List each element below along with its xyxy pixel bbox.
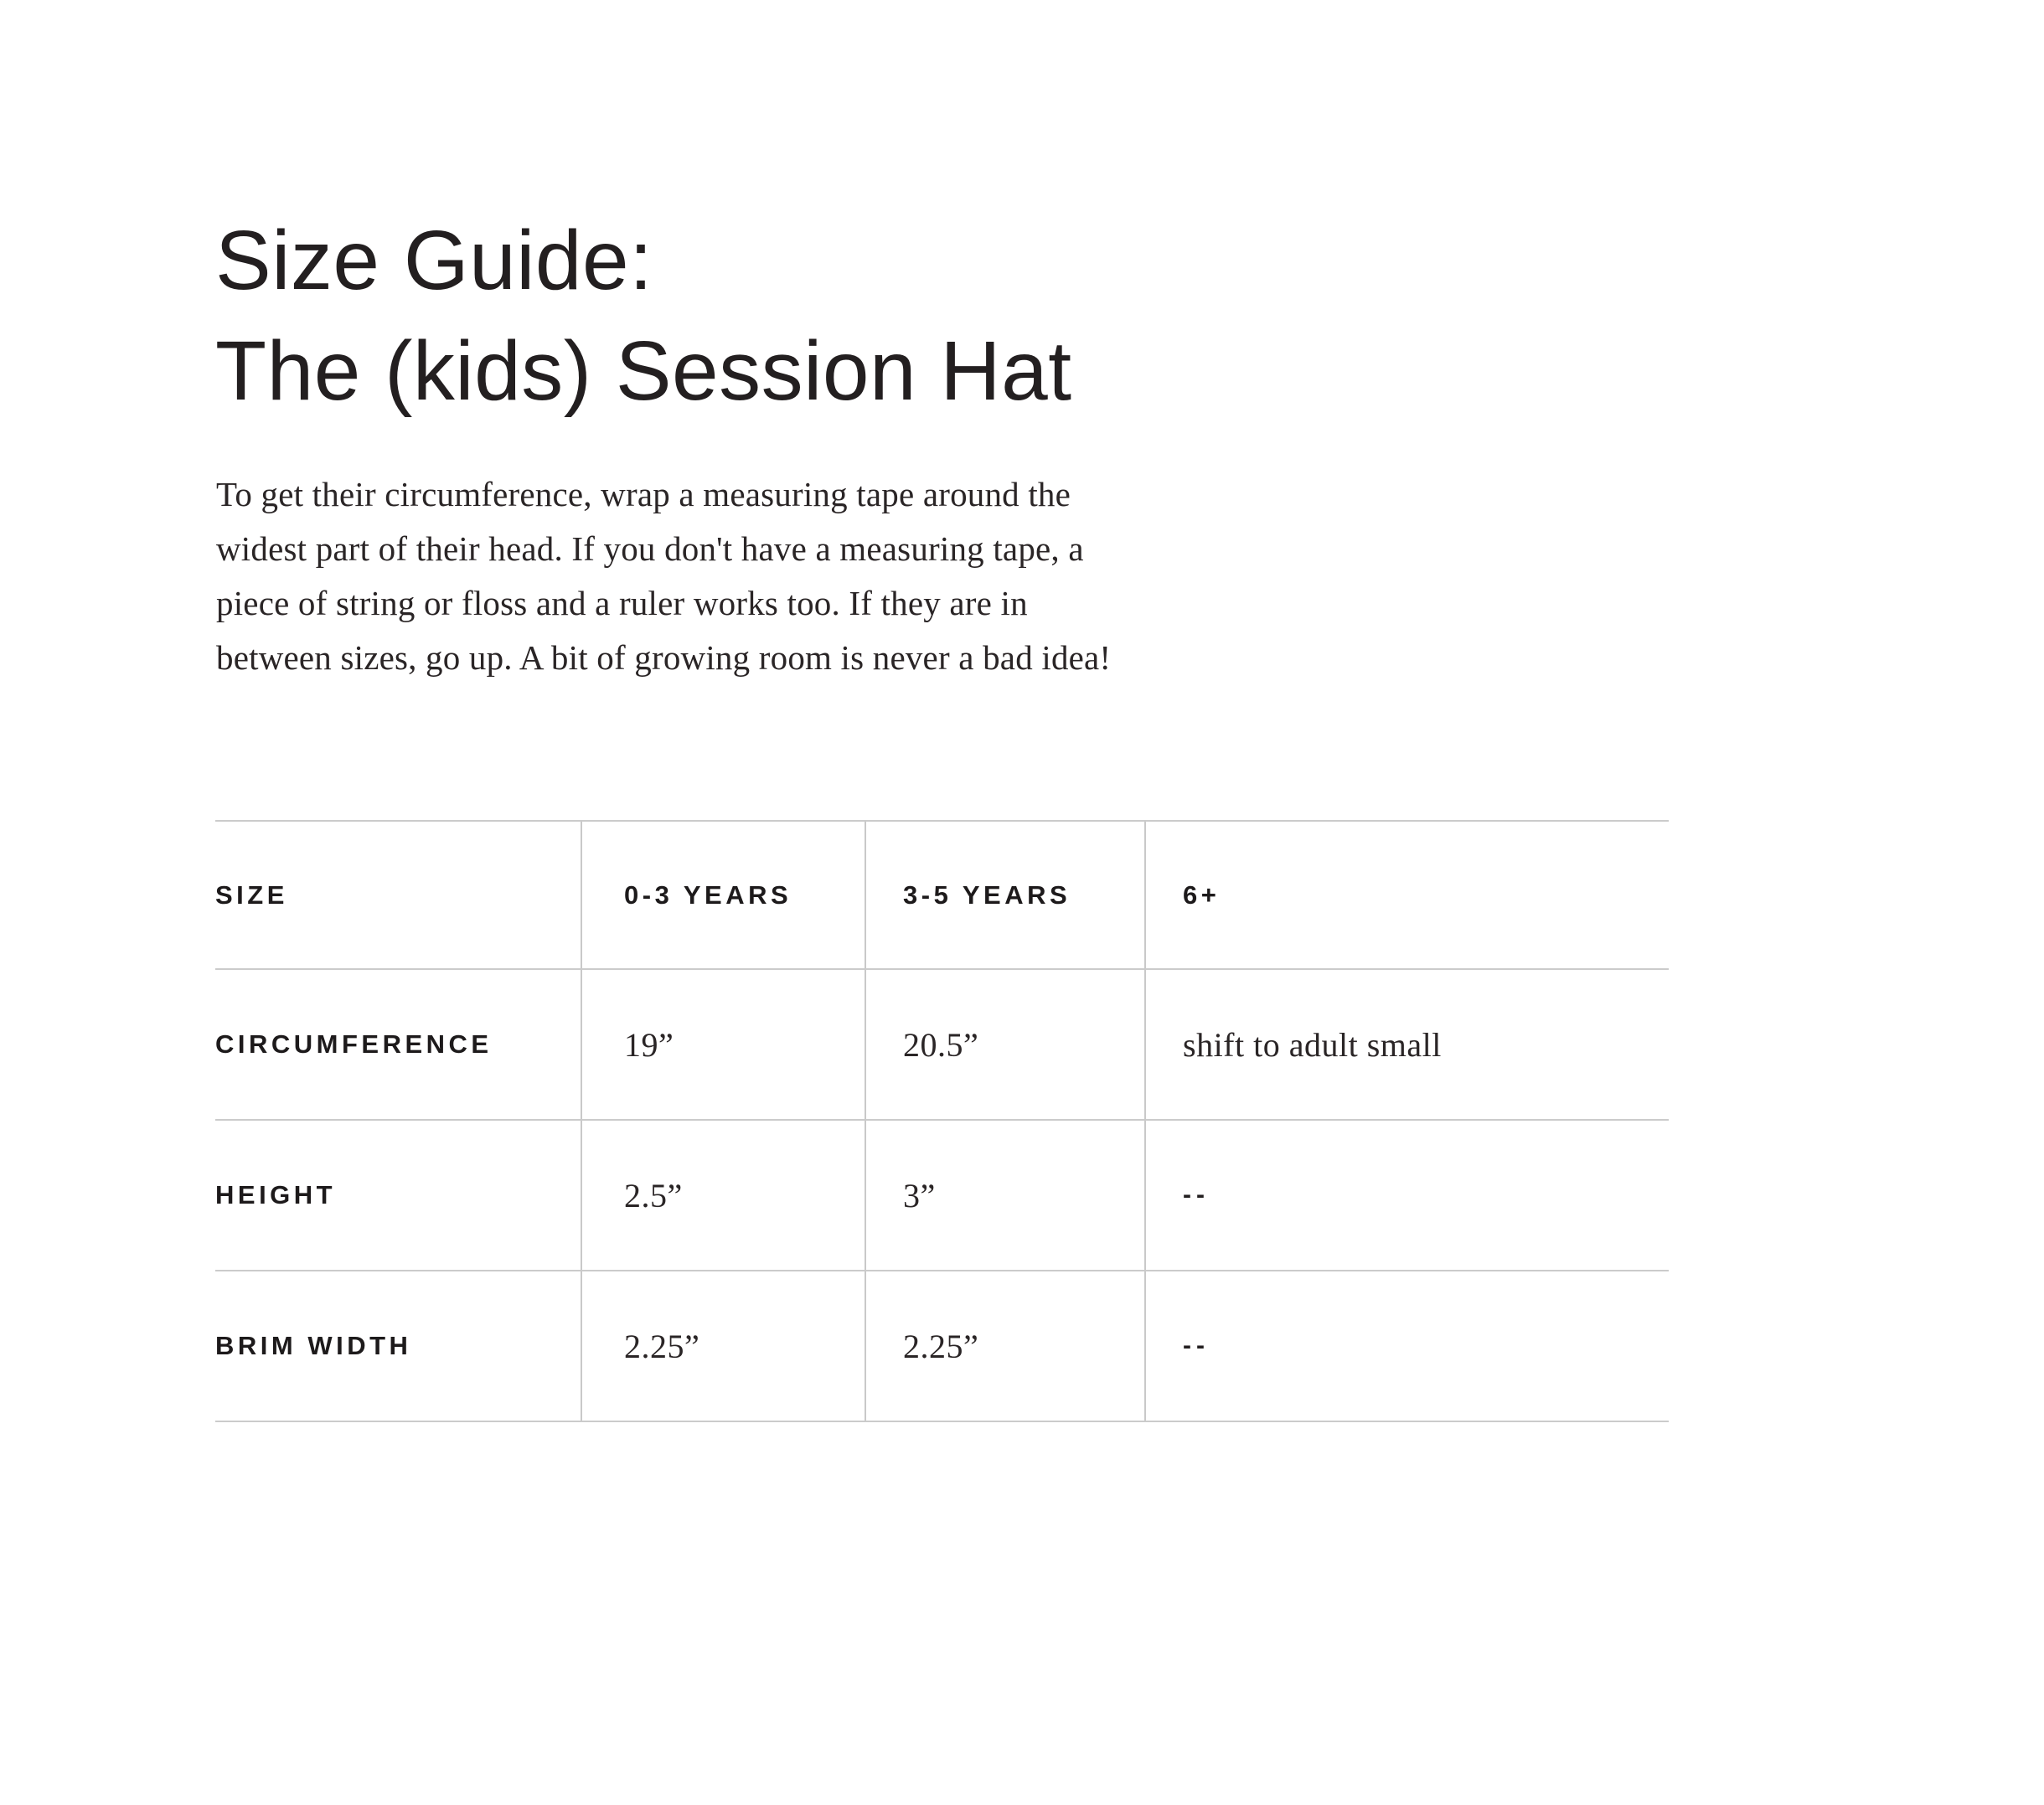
- header-label-3-5-years: 3-5 YEARS: [903, 879, 1071, 910]
- row-label-cell-circumference: [215, 970, 581, 1121]
- value-circumference-0-3: 19”: [624, 1025, 674, 1064]
- cell-brim-width-0-3: [581, 1271, 865, 1422]
- row-label-brim-width: BRIM WIDTH: [215, 1331, 412, 1360]
- cell-height-3-5: [865, 1121, 1144, 1271]
- size-table: [215, 820, 1669, 1422]
- cell-brim-width-6-plus: [1144, 1271, 1669, 1422]
- cell-brim-width-3-5: [865, 1271, 1144, 1422]
- row-label-cell-height: [215, 1121, 581, 1271]
- row-label-circumference: CIRCUMFERENCE: [215, 1029, 493, 1059]
- cell-circumference-0-3: [581, 970, 865, 1121]
- value-circumference-3-5: 20.5”: [903, 1025, 979, 1064]
- page-title: [215, 205, 1071, 426]
- intro-line: widest part of their head. If you don't have a measuring tape, a: [216, 529, 1084, 568]
- header-cell-size: [215, 822, 581, 970]
- cell-height-0-3: [581, 1121, 865, 1271]
- intro-paragraph: [216, 467, 1111, 685]
- value-brim-width-0-3: 2.25”: [624, 1327, 700, 1365]
- value-brim-width-3-5: 2.25”: [903, 1327, 979, 1365]
- header-cell-3-5-years: [865, 822, 1144, 970]
- intro-line: To get their circumference, wrap a measuring tape around the: [216, 475, 1071, 513]
- cell-circumference-6-plus: [1144, 970, 1669, 1121]
- header-label-0-3-years: 0-3 YEARS: [624, 879, 792, 910]
- header-cell-0-3-years: [581, 822, 865, 970]
- cell-circumference-3-5: [865, 970, 1144, 1121]
- intro-line: piece of string or floss and a ruler works too. If they are in: [216, 584, 1028, 622]
- page-title-line-2: The (kids) Session Hat: [215, 324, 1072, 418]
- header-cell-6-plus: [1144, 822, 1669, 970]
- value-circumference-6-plus: shift to adult small: [1183, 1025, 1442, 1064]
- header-label-6-plus: 6+: [1183, 879, 1221, 910]
- value-height-3-5: 3”: [903, 1176, 936, 1215]
- value-brim-width-6-plus: --: [1183, 1332, 1210, 1359]
- value-height-0-3: 2.5”: [624, 1176, 683, 1215]
- header-label-size: SIZE: [215, 879, 288, 910]
- value-height-6-plus: --: [1183, 1181, 1210, 1209]
- intro-line: between sizes, go up. A bit of growing room is never a bad idea!: [216, 638, 1112, 677]
- page-title-line-1: Size Guide:: [215, 214, 653, 307]
- cell-height-6-plus: [1144, 1121, 1669, 1271]
- row-label-height: HEIGHT: [215, 1180, 337, 1209]
- row-label-cell-brim-width: [215, 1271, 581, 1422]
